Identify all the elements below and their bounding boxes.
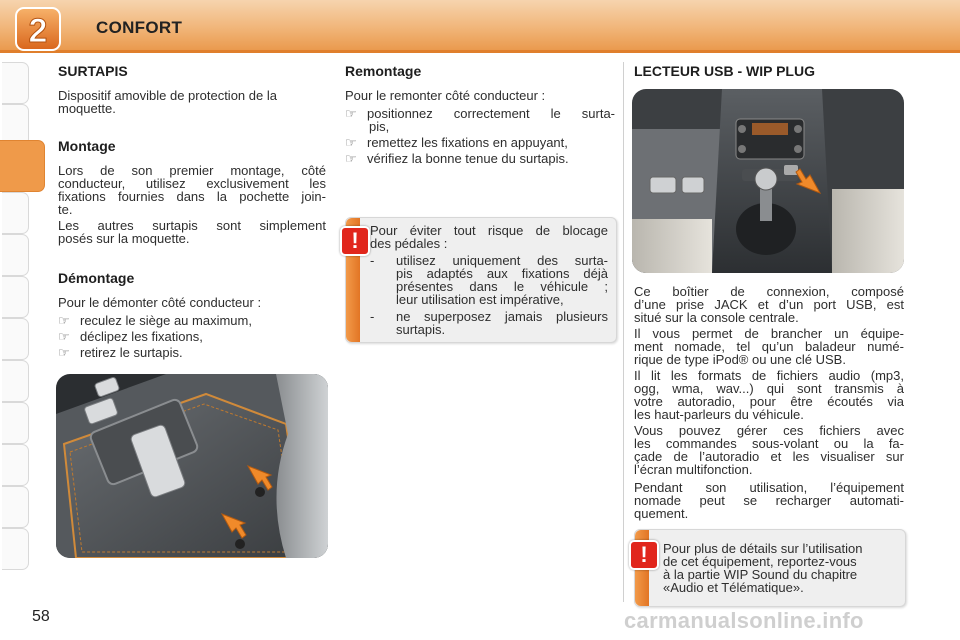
usb-paragraph-line: Il lit les formats de fichiers audio (mp3,	[634, 368, 904, 383]
section-title-surtapis: SURTAPIS	[58, 63, 128, 79]
pointing-hand-icon: ☞	[345, 151, 357, 166]
usb-paragraph-line: situé sur la console centrale.	[634, 310, 799, 325]
warning-item: pis adaptés aux fixations déjà	[396, 266, 608, 281]
pointing-hand-icon: ☞	[58, 345, 70, 360]
watermark: carmanualsonline.info	[624, 608, 864, 633]
section-title-usb: LECTEUR USB - WIP PLUG	[634, 63, 815, 79]
chapter-number: 2	[28, 12, 48, 50]
pointing-hand-icon: ☞	[345, 135, 357, 150]
montage-line: conducteur, utilisez exclusivement les	[58, 176, 326, 191]
warning-item: leur utilisation est impérative,	[396, 292, 564, 307]
usb-paragraph-line: ment nomade, tel qu’un baladeur numé-	[634, 339, 904, 354]
chapter-tab-active[interactable]	[0, 140, 45, 192]
note-text: «Audio et Télématique».	[663, 580, 804, 595]
remontage-step: ☞ vérifiez la bonne tenue du surtapis.	[345, 151, 569, 166]
chapter-tab[interactable]	[2, 402, 29, 444]
chapter-tab[interactable]	[2, 276, 29, 318]
montage-line: Lors de son premier montage, côté	[58, 163, 326, 178]
warning-box-pedals	[345, 217, 617, 343]
usb-paragraph-line: Il vous permet de brancher un équipe-	[634, 326, 904, 341]
usb-paragraph-line: nomade peut se recharger automati-	[634, 493, 904, 508]
remontage-step: ☞ positionnez correctement le surta-	[345, 106, 615, 121]
floor-mat-photo	[56, 374, 328, 558]
usb-paragraph-line: les haut-parleurs du véhicule.	[634, 407, 804, 422]
pointing-hand-icon: ☞	[58, 329, 70, 344]
warning-dash: -	[370, 309, 375, 324]
usb-paragraph-line: Vous pouvez gérer ces fichiers avec	[634, 423, 904, 438]
montage-line: Les autres surtapis sont simplement	[58, 218, 326, 233]
note-box-wip-sound	[634, 529, 906, 607]
note-text: de cet équipement, reportez-vous	[663, 554, 857, 569]
usb-paragraph-line: d’une prise JACK et d’un port USB, est	[634, 297, 904, 312]
demontage-step: ☞ retirez le surtapis.	[58, 345, 183, 360]
warning-exclamation-icon: !	[629, 540, 659, 570]
usb-paragraph-line: votre autoradio, pour être écoutés via	[634, 394, 904, 409]
header-divider	[0, 50, 960, 53]
chapter-tab[interactable]	[2, 444, 29, 486]
demontage-intro: Pour le démonter côté conducteur :	[58, 295, 262, 310]
usb-paragraph-line: quement.	[634, 506, 689, 521]
chapter-tab[interactable]	[2, 62, 29, 104]
chapter-tab[interactable]	[2, 234, 29, 276]
montage-line: te.	[58, 202, 73, 217]
chapter-tab[interactable]	[2, 528, 29, 570]
chapter-tab[interactable]	[2, 486, 29, 528]
page-number: 58	[32, 608, 50, 625]
section-title-remontage: Remontage	[345, 63, 422, 79]
chapter-badge	[12, 6, 68, 52]
usb-paragraph-line: Pendant son utilisation, l’équipement	[634, 480, 904, 495]
usb-paragraph-line: rique de type iPod® ou une clé USB.	[634, 352, 846, 367]
section-title-demontage: Démontage	[58, 270, 135, 286]
pointing-hand-icon: ☞	[58, 313, 70, 328]
usb-paragraph-line: les commandes sous-volant ou la fa-	[634, 436, 904, 451]
column-divider	[623, 62, 624, 602]
montage-line: fixations fournies dans la pochette join-	[58, 189, 326, 204]
demontage-step: ☞ déclipez les fixations,	[58, 329, 203, 344]
demontage-step: ☞ reculez le siège au maximum,	[58, 313, 252, 328]
usb-paragraph-line: çade de l’autoradio et les visualiser sur	[634, 449, 904, 464]
warning-item: présentes dans le véhicule ;	[396, 279, 608, 294]
warning-text: des pédales :	[370, 236, 448, 251]
chapter-tab[interactable]	[2, 318, 29, 360]
page-title: CONFORT	[96, 18, 183, 37]
remontage-step-cont: pis,	[369, 119, 390, 134]
warning-exclamation-icon: !	[340, 226, 370, 256]
warning-item: surtapis.	[396, 322, 446, 337]
note-text: à la partie WIP Sound du chapitre	[663, 567, 858, 582]
usb-paragraph-line: Ce boîtier de connexion, composé	[634, 284, 904, 299]
usb-paragraph-line: ogg, wma, wav...) qui sont transmis à	[634, 381, 904, 396]
remontage-step: ☞ remettez les fixations en appuyant,	[345, 135, 568, 150]
surtapis-line: Dispositif amovible de protection de la	[58, 88, 277, 103]
section-title-montage: Montage	[58, 138, 116, 154]
warning-item: ne superposez jamais plusieurs	[396, 309, 608, 324]
usb-console-photo	[632, 89, 904, 273]
warning-text: Pour éviter tout risque de blocage	[370, 223, 608, 238]
surtapis-line: moquette.	[58, 101, 116, 116]
warning-item: utilisez uniquement des surta-	[396, 253, 608, 268]
remontage-intro: Pour le remonter côté conducteur :	[345, 88, 546, 103]
warning-dash: -	[370, 253, 375, 268]
usb-paragraph-line: l’écran multifonction.	[634, 462, 753, 477]
note-text: Pour plus de détails sur l’utilisation	[663, 541, 863, 556]
montage-line: posés sur la moquette.	[58, 231, 190, 246]
chapter-tab[interactable]	[2, 192, 29, 234]
chapter-tab[interactable]	[2, 360, 29, 402]
pointing-hand-icon: ☞	[345, 106, 357, 121]
